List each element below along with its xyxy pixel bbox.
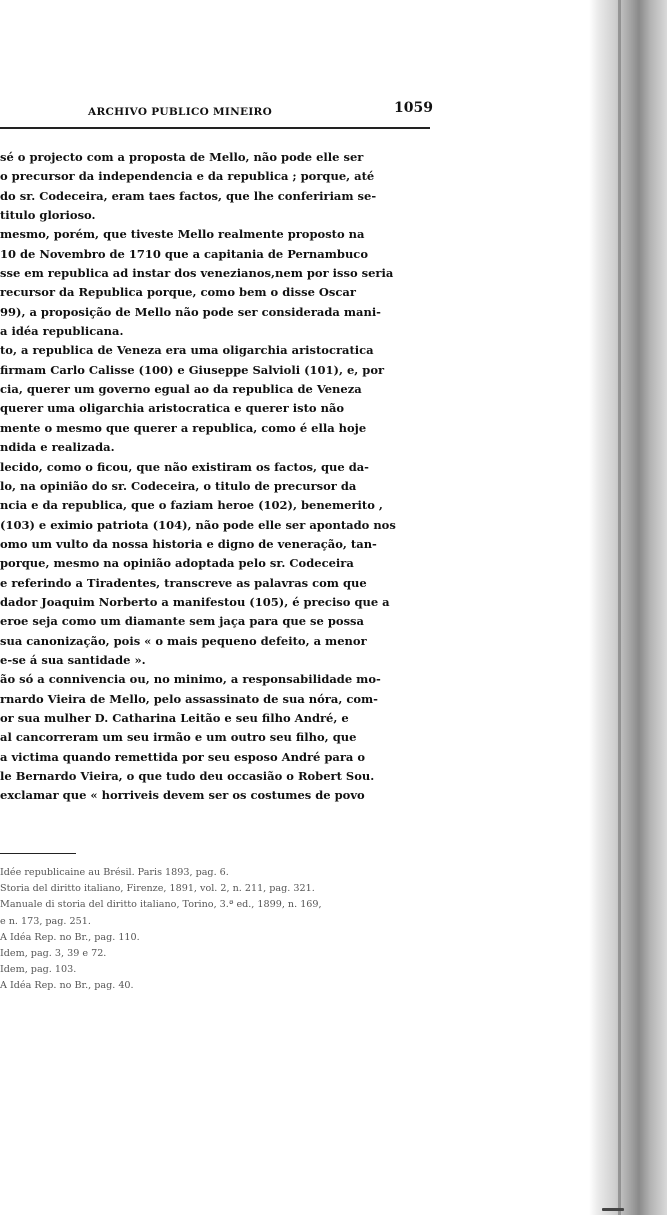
page-number: 1059 xyxy=(394,100,433,116)
body-text xyxy=(0,148,434,806)
binding-edge-line xyxy=(618,0,621,1215)
body-line: ncia e da republica, que o faziam heroe (102), benemerito , xyxy=(0,498,383,513)
body-line: e-se á sua santidade ». xyxy=(0,652,146,667)
body-line: 10 de Novembro de 1710 que a capitania de Pernambuco xyxy=(0,246,368,261)
body-line: exclamar que « horriveis devem ser os costumes de povo xyxy=(0,788,365,803)
body-line: le Bernardo Vieira, o que tudo deu occasião o Robert Sou. xyxy=(0,769,375,783)
header-rule xyxy=(0,127,430,129)
page-header xyxy=(0,98,432,128)
scan-speck xyxy=(602,1208,624,1211)
body-line: porque, mesmo na opinião adoptada pelo sr. Codeceira xyxy=(0,556,354,571)
body-line: sse em republica ad instar dos venezianos,nem por isso seria xyxy=(0,266,394,281)
body-line: rnardo Vieira de Mello, pelo assassinato de sua nóra, com- xyxy=(0,691,378,706)
body-line: to, a republica de Veneza era uma oligarchia aristocratica xyxy=(0,343,374,358)
footnote: A Idéa Rep. no Br., pag. 40. xyxy=(0,980,134,992)
body-line: recursor da Republica porque, como bem o disse Oscar xyxy=(0,285,356,300)
body-line: (103) e eximio patriota (104), não pode elle ser apontado nos xyxy=(0,517,396,532)
body-line: o precursor da independencia e da republica ; porque, até xyxy=(0,169,375,184)
footnote: Idem, pag. 103. xyxy=(0,964,77,976)
body-line: sua canonização, pois « o mais pequeno defeito, a menor xyxy=(0,633,367,648)
body-line: eroe seja como um diamante sem jaça para que se possa xyxy=(0,614,364,629)
body-line: al cancorreram um seu irmão e um outro seu filho, que xyxy=(0,730,357,745)
body-line: sé o projecto com a proposta de Mello, não pode elle ser xyxy=(0,150,364,164)
body-line: lo, na opinião do sr. Codeceira, o titulo de precursor da xyxy=(0,478,357,493)
footnotes xyxy=(0,865,434,995)
body-line: a victima quando remettida por seu esposo André para o xyxy=(0,749,366,764)
body-line: lecido, como o ficou, que não existiram os factos, que da- xyxy=(0,459,369,474)
footnote: A Idéa Rep. no Br., pag. 110. xyxy=(0,931,140,943)
running-head: ARCHIVO PUBLICO MINEIRO xyxy=(88,106,273,118)
footnote: Manuale di storia del diritto italiano, Torino, 3.ª ed., 1899, n. 169, xyxy=(0,899,322,911)
body-line: omo um vulto da nossa historia e digno de veneração, tan- xyxy=(0,536,377,551)
footnote: e n. 173, pag. 251. xyxy=(0,915,91,927)
body-line: 99), a proposição de Mello não pode ser considerada mani- xyxy=(0,304,381,319)
body-line: mente o mesmo que querer a republica, como é ella hoje xyxy=(0,420,367,435)
body-line: cia, querer um governo egual ao da republica de Veneza xyxy=(0,382,362,397)
body-line: do sr. Codeceira, eram taes factos, que lhe confeririam se- xyxy=(0,188,377,203)
body-line: firmam Carlo Calisse (100) e Giuseppe Salvioli (101), e, por xyxy=(0,362,385,377)
body-line: titulo glorioso. xyxy=(0,208,96,223)
page-binding-shadow xyxy=(589,0,667,1215)
body-line: ão só a connivencia ou, no minimo, a responsabilidade mo- xyxy=(0,672,381,687)
footnote: Idem, pag. 3, 39 e 72. xyxy=(0,947,107,959)
footnote: Storia del diritto italiano, Firenze, 1891, vol. 2, n. 211, pag. 321. xyxy=(0,883,315,895)
footnote-rule xyxy=(0,853,76,854)
body-line: ndida e realizada. xyxy=(0,440,115,455)
body-line: a idéa republicana. xyxy=(0,324,124,339)
body-line: mesmo, porém, que tiveste Mello realmente proposto na xyxy=(0,227,365,242)
body-line: or sua mulher D. Catharina Leitão e seu filho André, e xyxy=(0,710,349,725)
footnote: Idée republicaine au Brésil. Paris 1893, pag. 6. xyxy=(0,867,229,878)
body-line: querer uma oligarchia aristocratica e querer isto não xyxy=(0,401,345,416)
body-line: dador Joaquim Norberto a manifestou (105), é preciso que a xyxy=(0,594,390,609)
body-line: e referindo a Tiradentes, transcreve as palavras com que xyxy=(0,575,367,590)
